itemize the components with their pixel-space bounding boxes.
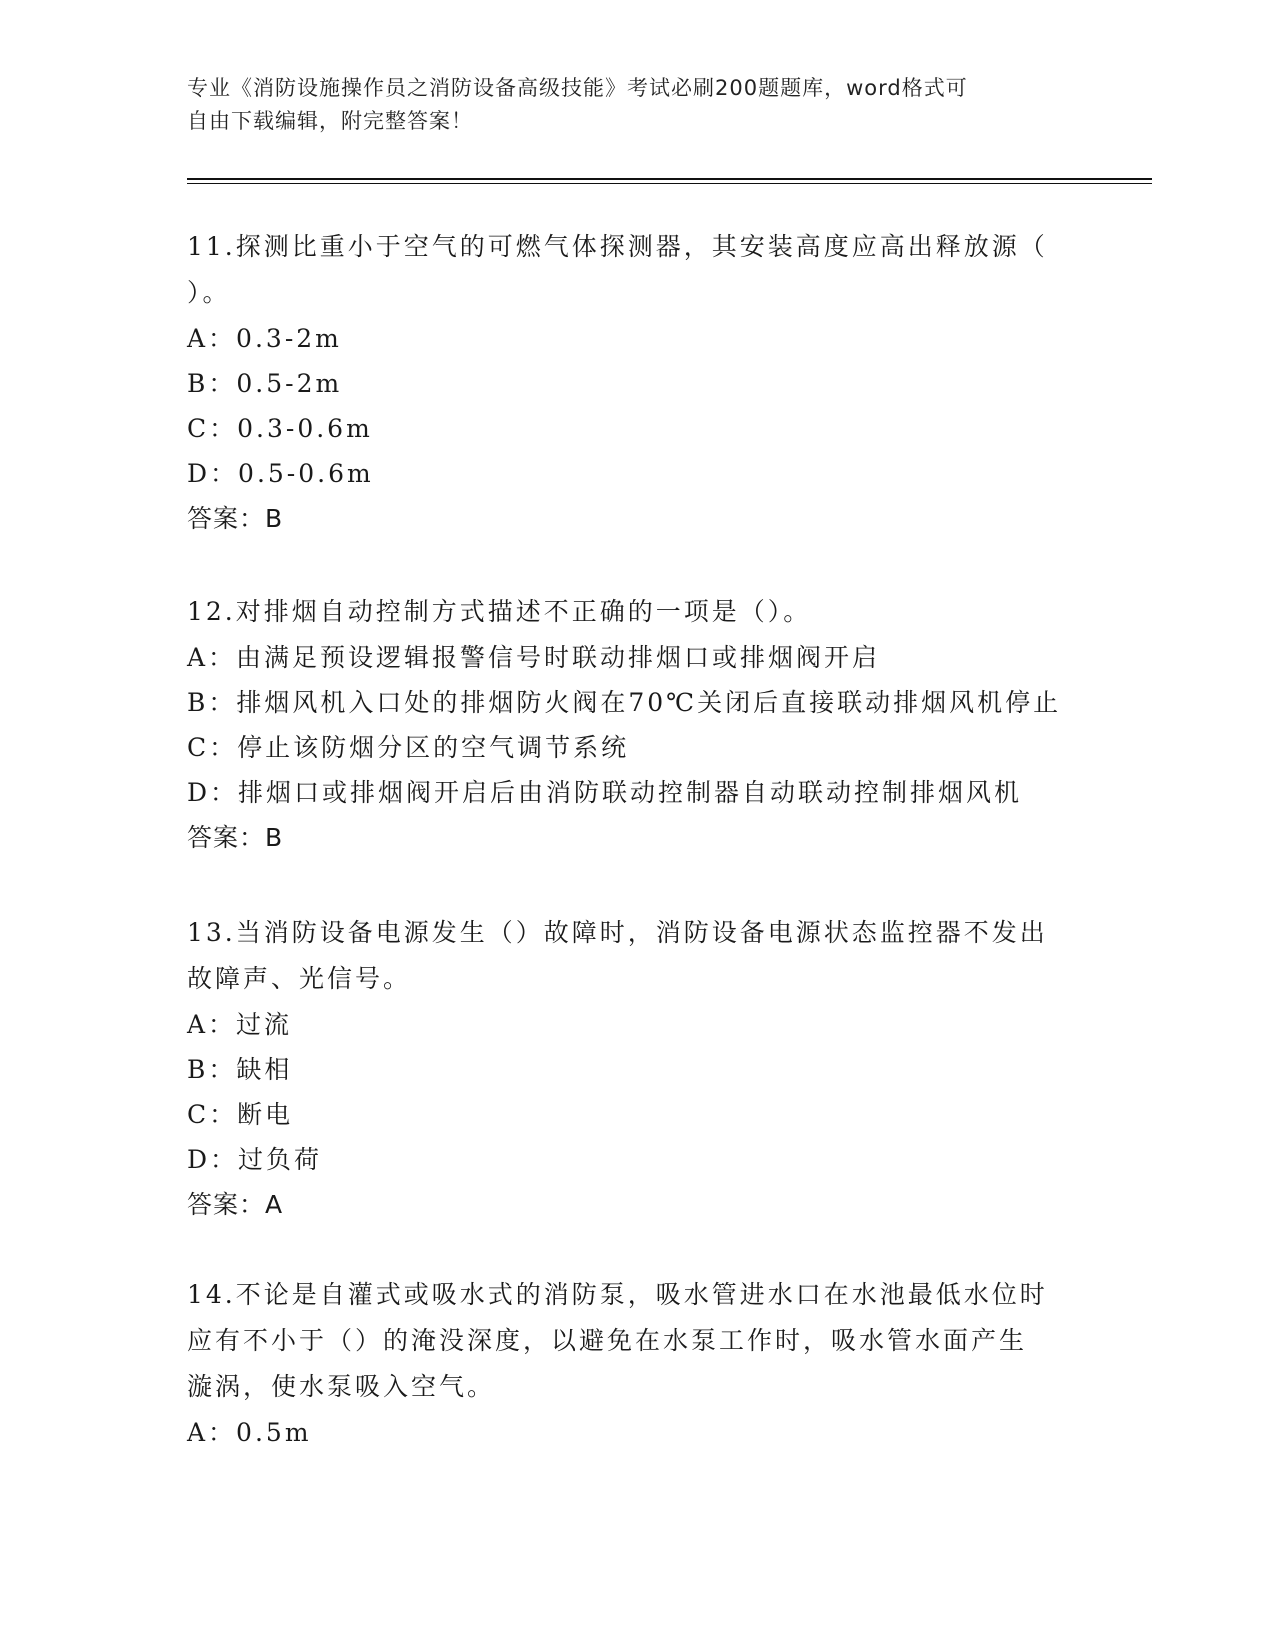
option-c: C：0.3-0.6m xyxy=(187,414,373,443)
header-divider-thick xyxy=(187,178,1152,180)
question-13 xyxy=(187,910,1087,1227)
option-d: D：过负荷 xyxy=(187,1145,323,1174)
question-stem: 12.对排烟自动控制方式描述不正确的一项是（）。 xyxy=(187,597,812,626)
option-a: A：过流 xyxy=(187,1010,293,1039)
option-b: B：0.5-2m xyxy=(187,369,343,398)
option-c: C：停止该防烟分区的空气调节系统 xyxy=(187,733,630,762)
question-14 xyxy=(187,1272,1087,1455)
header-line-1: 专业《消防设施操作员之消防设备高级技能》考试必刷200题题库，word格式可 xyxy=(187,76,968,100)
question-stem: ）。 xyxy=(187,278,231,307)
header-divider-thin xyxy=(187,183,1152,184)
document-header xyxy=(187,72,1067,138)
option-c: C：断电 xyxy=(187,1100,294,1129)
option-a: A：0.5m xyxy=(187,1418,312,1447)
answer: 答案：A xyxy=(187,1190,284,1219)
option-d: D：0.5-0.6m xyxy=(187,459,374,488)
question-stem: 应有不小于（）的淹没深度，以避免在水泵工作时，吸水管水面产生 xyxy=(187,1326,1028,1355)
option-a: A：0.3-2m xyxy=(187,324,342,353)
question-11 xyxy=(187,224,1087,541)
question-12 xyxy=(187,589,1087,860)
question-stem: 11.探测比重小于空气的可燃气体探测器，其安装高度应高出释放源（ xyxy=(187,232,1048,261)
option-b: B：排烟风机入口处的排烟防火阀在70℃关闭后直接联动排烟风机停止 xyxy=(187,688,1062,717)
header-line-2: 自由下载编辑，附完整答案！ xyxy=(187,109,473,133)
question-stem: 漩涡，使水泵吸入空气。 xyxy=(187,1372,496,1401)
answer: 答案：B xyxy=(187,504,284,533)
question-stem: 13.当消防设备电源发生（）故障时，消防设备电源状态监控器不发出 xyxy=(187,918,1048,947)
option-b: B：缺相 xyxy=(187,1055,293,1084)
answer: 答案：B xyxy=(187,823,284,852)
question-stem: 14.不论是自灌式或吸水式的消防泵，吸水管进水口在水池最低水位时 xyxy=(187,1280,1048,1309)
option-a: A：由满足预设逻辑报警信号时联动排烟口或排烟阀开启 xyxy=(187,643,881,672)
question-stem: 故障声、光信号。 xyxy=(187,964,412,993)
option-d: D：排烟口或排烟阀开启后由消防联动控制器自动联动控制排烟风机 xyxy=(187,778,1023,807)
